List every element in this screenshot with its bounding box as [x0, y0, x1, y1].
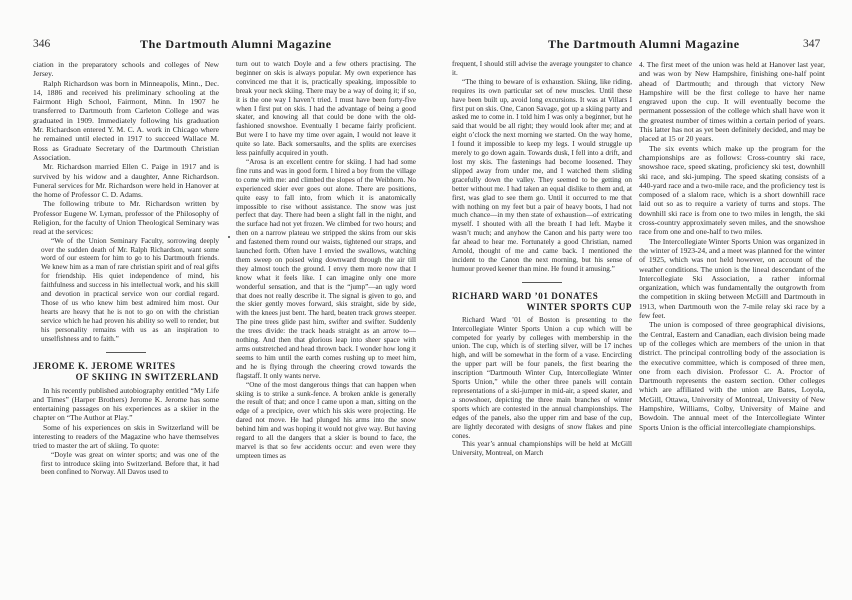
paragraph: The six events which make up the program for the championships are as follows: Cross-country ski race, snowshoe race, speed skating, proficiency ski test, downhill ski race, and ski-jumping. The speed skating consists of a 440-yard race and a two-mile race, and the proficiency test is composed of a slalom race, which is a short downhill race laid out so as to require a variety of turns and stops. The downhill ski race is from one to two miles in length, the ski cross-country approximately seven miles, and the snowshoe race from one and one-half to two miles. — [639, 143, 825, 237]
paragraph: “The thing to beware of is exhaustion. Skiing, like riding, requires its own particular set of new muscles. Until these have been built up, avoid long excursions. It was at Villars I first put on skis. One, Canon Savage, got up a skiing party and asked me to come in. I told him I was only a beginner, but he said that would be all right; they would look after me; and at eight o’clock the next morning we started. On the way home, I found it impossible to keep my legs. I would struggle up merely to go down again. Towards dusk, I fell into a drift, and lost my skis. The fastenings had become loosened. They slipped away from under me, and I watched them sliding gracefully down the valley. They seemed to be getting on better without me. I had taken an equal dislike to them and, at first, was glad to see them go. Until it occurred to me that with nothing on my feet but a pair of heavy boots, I had not much chance—in my then state of exhaustion—of extricating myself. I shouted with all the breath I had left. Maybe it wasn’t much; and anyhow the Canon and his party were too far ahead to hear me. Fortunately a good Christian, named Arnold, thought of me and came back. I mentioned the incident to the Canon the next morning, but his sense of humour proved keener than mine. He found it amusing.” — [452, 77, 632, 273]
paragraph: Ralph Richardson was born in Minneapolis, Minn., Dec. 14, 1886 and received his preliminary schooling at the Fairmont High School, Fairmont, Minn. In 1907 he transferred to Dartmouth from Carleton College and was graduated in 1909. Immediately following his graduation Mr. Richardson entered Y. M. C. A. work in Chicago where he remained until elected in 1917 to succeed Wallace M. Ross as Graduate Secretary of the Dartmouth Christian Association. — [33, 78, 219, 162]
paragraph: The following tribute to Mr. Richardson written by Professor Eugene W. Lyman, professor of the Philosophy of Religion, for the faculty of Union Theological Seminary was read at the services: — [33, 199, 219, 237]
heading-line-2: WINTER SPORTS CUP — [526, 301, 632, 312]
running-head: The Dartmouth Alumni Magazine — [548, 37, 740, 51]
paragraph: 4. The first meet of the union was held at Hanover last year, and was won by New Hampshire, finishing one-half point ahead of Dartmouth; and through that victory New Hampshire will be the first college to have her name engraved upon the cup. It will eventually become the permanent possession of the college which shall have won it the greatest number of times within a certain period of years. This latter has not as yet been definitely decided, and may be placed at 15 or 20 years. — [639, 60, 825, 144]
text-column-1 — [452, 60, 632, 458]
paragraph: Mr. Richardson married Ellen C. Paige in 1917 and is survived by his widow and a daughter, Anne Richardson. Funeral services for Mr. Richardson were held in Hanover at the home of Professor C. D. Adams. — [33, 162, 219, 200]
page-number: 347 — [803, 38, 821, 50]
scan-speck — [228, 236, 230, 238]
paragraph: “Arosa is an excellent centre for skiing. I had had some fine runs and was in good form. I hired a boy from the village to come with me: and climbed the slopes of the Weibhorn. No experienced skier ever goes out alone. There are positions, quite easy to fall into, from which it is anatomically impossible to rise without assistance. The snow was just perfect that day. There had been a slight fall in the night, and the surface had not yet frozen. We climbed for two hours; and then on a narrow plateau we stripped the skins from our skis and fastened them round our waists, tightened our straps, and launched forth. Often have I envied the swallows, watching them sweep on poised wing downward through the air till they almost touch the ground. I envy them more now that I know what it feels like. I can imagine only one more wonderful sensation, and that is the “jump”—an ugly word that does not really describe it. The signal is given to go, and the skier gently moves forward, skis straight, side by side, with the knees just bent. The hard, beaten track grows steeper. The pine trees glide past him, swifter and swifter. Suddenly the trees divide: the track heads straight as an arrow to—nothing. And then that glorious leap into sheer space with arms outstretched and head thrown back. I wonder how long it seems to him until the earth comes rushing up to meet him, and he is flying through the cheering crowd towards the flagstaff. It only wants nerve. — [236, 157, 416, 380]
section-divider — [106, 352, 146, 353]
right-page — [426, 0, 852, 600]
running-head: The Dartmouth Alumni Magazine — [140, 37, 332, 51]
paragraph: The Intercollegiate Winter Sports Union was organized in the winter of 1923-24, and a meet was planned for the winter of 1925, which was not held however, on account of the weather conditions. The union is the lineal descendant of the Intercollegiate Ski Association, a rather informal organization, which was fundamentally the outgrowth from the competition in skiing between McGill and Dartmouth in 1913, when Dartmouth won the 7-mile relay ski race by a few feet. — [639, 236, 825, 321]
paragraph: The union is composed of three geographical divisions, the Central, Eastern and Canadian, each division being made up of the colleges which are members of the union in that district. The principal controlling body of the association is the executive committee, which is composed of three men, one from each division. Professor C. A. Proctor of Dartmouth represents the eastern section. Other colleges which are affiliated with the union are Bates, Loyola, McGill, Ottawa, University of Montreal, University of New Hampshire, Williams, Colby, University of Maine and Bowdoin. The annual meet of the Intercollegiate Winter Sports Union is the official intercollegiate championships. — [639, 320, 825, 432]
paragraph: Some of his experiences on skis in Switzerland will be interesting to readers of the Magazine who have themselves tried to master the art of skiing. To quote: — [33, 422, 219, 451]
paragraph: frequent, I should still advise the average youngster to chance it. — [452, 60, 632, 77]
article-heading — [452, 291, 632, 313]
text-column-1 — [33, 60, 219, 477]
paragraph: This year’s annual championships will be held at McGill University, Montreal, on March — [452, 440, 632, 458]
paragraph: ciation in the preparatory schools and colleges of New Jersey. — [33, 60, 219, 79]
heading-line-1: RICHARD WARD ’01 DONATES — [452, 290, 599, 301]
paragraph: turn out to watch Doyle and a few others practising. The beginner on skis is always popular. My own experience has convinced me that it is, practically speaking, impossible to break your neck skiing. There may be a way of doing it; if so, it is the one way I haven’t tried. I must have been forty-five when I first put on skis. I had the advantage of being a good skater, and knowing all that could be done with the old-fashioned snowshoe. Eventually I became fairly proficient. But were I to have my time over again, I would not leave it quite so late. Back somersaults, and the splits are exercises less painfully acquired in youth. — [236, 60, 416, 158]
page-number: 346 — [33, 38, 51, 50]
paragraph: Richard Ward ’01 of Boston is presenting to the Intercollegiate Winter Sports Union a cup which will be competed for yearly by colleges with membership in the union. The cup, which is of sterling silver, will be 17 inches high, and will be somewhat in the form of a vase. Encircling the upper part will be four panels, the first bearing the inscription “Dartmouth Winter Cup, Intercollegiate Winter Sports Union,” while the other three panels will contain representations of a ski-jumper in mid-air, a speed skater, and a snowshoer, depicting the three main branches of winter sports which are contested in the annual championships. The edges of the panels, also the upper rim and base of the cup, are lightly decorated with designs of snow flakes and pine cones. — [452, 315, 632, 440]
paragraph: In his recently published autobiography entitled “My Life and Times” (Harper Brothers) Jerome K. Jerome has some entertaining passages on his experiences as a skiier in the chapter on “The Author at Play.” — [33, 385, 219, 423]
heading-line-1: JEROME K. JEROME WRITES — [33, 360, 176, 371]
text-column-2 — [639, 60, 825, 432]
article-heading — [33, 361, 219, 383]
section-divider — [522, 282, 562, 283]
block-quote: “We of the Union Seminary Faculty, sorrowing deeply over the sudden death of Mr. Ralph Richardson, want some word of our esteem for him to go to his Dartmouth friends. We knew him as a man of rare christian spirit and of real gifts for friendship. His quiet independence of mind, his faithfulness and success in his intellectual work, and his skill and devotion in practical service won our cordial regard. Those of us who knew him best admired him most. Our hearts are heavy that he is not to go on with the christian service which he had proven his ability so well to render, but his personality remains with us as an inspiration to unselfishness and to faith.” — [41, 236, 219, 343]
heading-line-2: OF SKIING IN SWITZERLAND — [75, 371, 219, 382]
text-column-2 — [236, 60, 416, 461]
paragraph: “One of the most dangerous things that can happen when skiing is to strike a sunk-fence. A broken ankle is generally the result of that; and once I came upon a man, sitting on the edge of a precipice, over which his skis were projecting. He dared not move. He had plunged his arms into the snow behind him and was hoping it would not give way. But having regard to all the dangers that a skier is bound to face, the marvel is that so few accidents occur: and even were they umpteen times as — [236, 380, 416, 460]
block-quote: “Doyle was great on winter sports; and was one of the first to introduce skiing into Switzerland. Before that, it had been confined to Norway. All Davos used to — [41, 450, 219, 477]
